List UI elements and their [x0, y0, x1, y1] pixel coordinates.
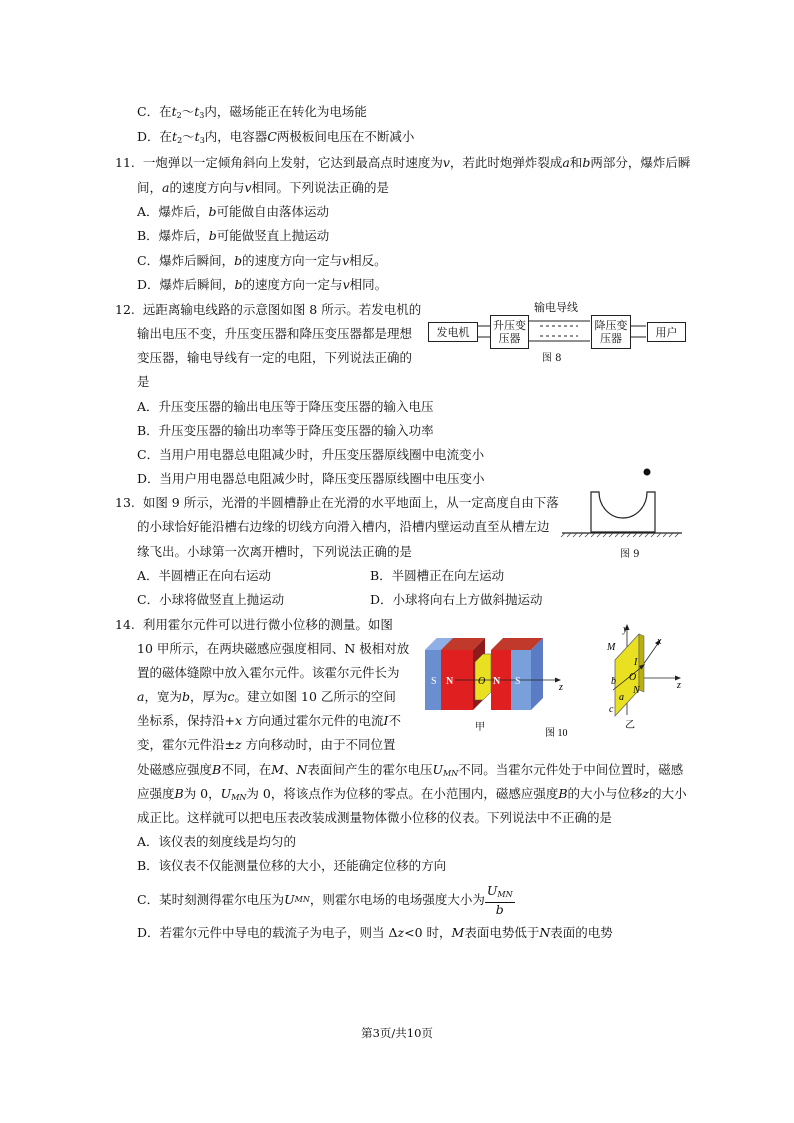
generator-box: 发电机 [428, 322, 478, 342]
label-i: I [634, 657, 638, 668]
label-n-left: N [446, 676, 454, 687]
q10-option-c: C．在$t_2\sim t_3$内，磁场能正在转化为电场能 [137, 104, 367, 120]
q14-stem-line3: 置的磁体缝隙中放入霍尔元件。该霍尔元件长为 [137, 665, 400, 680]
q12-stem-line4: 是 [137, 374, 150, 389]
q14-stem-line7: 处磁感应强度B不同，在M、N表面间产生的霍尔电压$U_{MN}$不同。当霍尔元件处于中间位置时，磁感 [137, 762, 684, 778]
q14-option-d: D．若霍尔元件中导电的载流子为电子，则当 Δz<0 时，M表面电势低于N表面的电势 [137, 925, 613, 940]
q13-option-a: A．半圆槽正在向右运动 [137, 568, 272, 583]
q11-option-c: C．爆炸后瞬间，b的速度方向一定与v相反。 [137, 253, 387, 268]
q11-stem-line1: 11. 一炮弹以一定倾角斜向上发射，它达到最高点时速度为v，若此时炮弹炸裂成a和b两部分，爆炸后瞬 [115, 155, 691, 170]
figure-9 [557, 462, 687, 542]
wire-label: 输电导线 [534, 301, 578, 314]
label-n-yi: N [633, 685, 640, 696]
label-x: x [657, 636, 662, 647]
q14-stem-line6: 变，霍尔元件沿±z 方向移动时，由于不同位置 [137, 737, 396, 752]
q13-option-c: C．小球将做竖直上抛运动 [137, 592, 285, 607]
label-b: b [611, 676, 616, 687]
label-o-yi: O [629, 672, 637, 683]
step-down-transformer-box: 降压变 压器 [591, 315, 631, 349]
label-z-jia: z [559, 682, 563, 693]
figure-9-caption: 图 9 [620, 549, 640, 560]
q14-option-c: C．某时刻测得霍尔电压为 U MN ，则霍尔电场的电场强度大小为 $\frac{U_{MN}}{b}$ [137, 882, 513, 917]
figure-8 [420, 295, 720, 370]
q14-option-a: A．该仪表的刻度线是均匀的 [137, 834, 297, 849]
q12-stem-line1: 12. 远距离输电线路的示意图如图 8 所示。若发电机的 [115, 302, 422, 317]
q13-stem-line3: 缘飞出。小球第一次离开槽时，下列说法正确的是 [137, 544, 413, 559]
q14-stem-line5: 坐标系，保持沿+x 方向通过霍尔元件的电流I不 [137, 713, 401, 728]
q13-option-b: B．半圆槽正在向左运动 [370, 568, 505, 583]
q12-option-d: D．当用户用电器总电阻减少时，降压变压器原线圈中电压变小 [137, 471, 485, 486]
label-a: a [619, 692, 624, 703]
q13-option-d: D．小球将向右上方做斜抛运动 [370, 592, 543, 607]
q13-stem-line2: 的小球恰好能沿槽右边缘的切线方向滑入槽内，沿槽内壁运动直至从槽左边 [137, 519, 550, 534]
label-yi: 乙 [625, 720, 635, 731]
figure-10-caption: 图 10 [545, 728, 568, 739]
q14-stem-line9: 成正比。这样就可以把电压表改装成测量物体微小位移的仪表。下列说法中不正确的是 [137, 810, 613, 825]
electric-field-fraction: $\frac{U_{MN}}{b}$ [486, 882, 513, 917]
label-o-jia: O [478, 676, 486, 687]
figure-10 [415, 620, 695, 740]
q11-option-b: B．爆炸后，b可能做竖直上抛运动 [137, 228, 330, 243]
q12-option-b: B．升压变压器的输出功率等于降压变压器的输入功率 [137, 423, 434, 438]
q14-stem-line8: 应强度B为 0，$U_{MN}$为 0，将该点作为位移的零点。在小范围内，磁感应强度B的大小与位移z的大小 [137, 786, 687, 802]
page-footer: 第3页/共10页 [361, 1026, 433, 1040]
q12-option-a: A．升压变压器的输出电压等于降压变压器的输入电压 [137, 399, 434, 414]
q14-stem-line4: a，宽为b，厚为c。建立如图 10 乙所示的空间 [137, 689, 396, 704]
q14-option-b: B．该仪表不仅能测量位移的大小，还能确定位移的方向 [137, 858, 447, 873]
label-z-yi: z [677, 680, 681, 691]
q14-stem-line1: 14. 利用霍尔元件可以进行微小位移的测量。如图 [115, 617, 393, 632]
label-s-left: S [431, 676, 437, 687]
user-box: 用户 [647, 322, 686, 342]
half-groove [591, 492, 655, 532]
q11-option-a: A．爆炸后，b可能做自由落体运动 [137, 204, 330, 219]
q12-stem-line3: 变压器，输电导线有一定的电阻，下列说法正确的 [137, 350, 413, 365]
q12-option-c: C．当用户用电器总电阻减少时，升压变压器原线圈中电流变小 [137, 447, 485, 462]
q14-stem-line2: 10 甲所示，在两块磁感应强度相同、N 极相对放 [137, 641, 410, 656]
label-y: y [623, 624, 628, 635]
q12-stem-line2: 输出电压不变，升压变压器和降压变压器都是理想 [137, 326, 413, 341]
ball [644, 469, 651, 476]
figure-8-caption: 图 8 [542, 353, 562, 364]
q13-stem-line1: 13. 如图 9 所示，光滑的半圆槽静止在光滑的水平地面上，从一定高度自由下落 [115, 495, 559, 510]
label-s-right: S [515, 676, 521, 687]
step-up-transformer-box: 升压变 压器 [490, 315, 529, 349]
label-n-right: N [493, 676, 501, 687]
label-m: M [607, 642, 616, 653]
q11-option-d: D．爆炸后瞬间，b的速度方向一定与v相同。 [137, 277, 388, 292]
label-jia: 甲 [475, 722, 485, 733]
label-c: c [609, 704, 614, 715]
q11-stem-line2: 间，a的速度方向与v相同。下列说法正确的是 [137, 180, 390, 195]
q10-option-d: D．在$t_2\sim t_3$内，电容器C两极板间电压在不断减小 [137, 129, 415, 145]
